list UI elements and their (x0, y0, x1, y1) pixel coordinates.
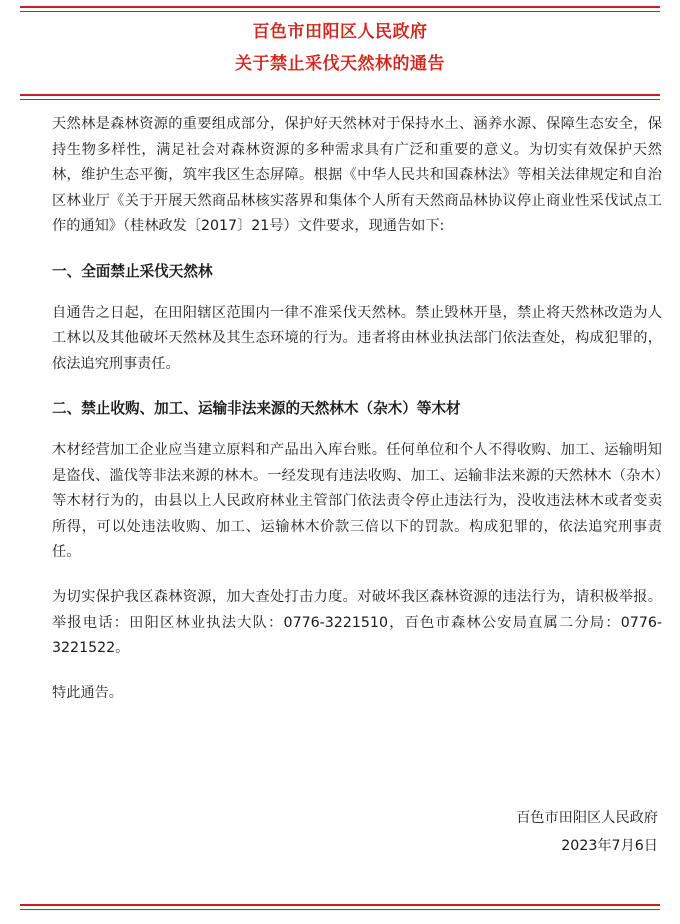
closing-line: 特此通告。 (52, 684, 123, 701)
intro-paragraph: 天然林是森林资源的重要组成部分，保护好天然林对于保持水土、涵养水源、保障生态安全，保持生物多样性，满足社会对森林资源的多种需求具有广泛和重要的意义。为切实有效保护天然林，维护生态平衡，筑牢我区生态屏障。根据《中华人民共和国森林法》等相关法律规定和自治区林业厅《关于开展天然商品林核实落界和集体个人所有天然商品林协议停止商业性采伐试点工作的通知》（桂林政发〔2017〕21号）文件要求，现通告如下: (52, 116, 662, 235)
section2-paragraph: 木材经营加工企业应当建立原料和产品出入库台账。任何单位和个人不得收购、加工、运输明知是盗伐、滥伐等非法来源的林木。一经发现有违法收购、加工、运输非法来源的天然林木（杂木）等木材行为的，由县以上人民政府林业主管部门依法责令停止违法行为，没收违法林木或者变卖所得，可以处违法收购、加工、运输林木价款三倍以下的罚款。构成犯罪的，依法追究刑事责任。 (52, 441, 662, 561)
signature-organization: 百色市田阳区人民政府 (516, 810, 658, 826)
document-body (52, 112, 662, 706)
section1-heading: 一、全面禁止采伐天然林 (52, 262, 213, 280)
top-rule-thin (20, 11, 660, 12)
document-title-line2: 关于禁止采伐天然林的通告 (235, 54, 445, 74)
bottom-rule-thick (20, 904, 660, 906)
section1-paragraph: 自通告之日起，在田阳辖区范围内一律不准采伐天然林。禁止毁林开垦，禁止将天然林改造为人工林以及其他破坏天然林及其生态环境的行为。违者将由林业执法部门依法查处，构成犯罪的，依法追究刑事责任。 (52, 304, 662, 372)
signature-date: 2023年7月6日 (561, 838, 658, 854)
document-title-line1: 百色市田阳区人民政府 (252, 22, 428, 42)
title-divider-thick (20, 94, 660, 96)
title-divider-thin (20, 99, 660, 100)
bottom-rule-thin (20, 909, 660, 910)
section2-heading: 二、禁止收购、加工、运输非法来源的天然林木（杂木）等木材 (52, 400, 461, 418)
report-paragraph: 为切实保护我区森林资源，加大查处打击力度。对破坏我区森林资源的违法行为，请积极举报。举报电话：田阳区林业执法大队：0776-3221510，百色市森林公安局直属二分局：0776-3221522。 (52, 588, 662, 657)
top-rule-thick (20, 6, 660, 8)
